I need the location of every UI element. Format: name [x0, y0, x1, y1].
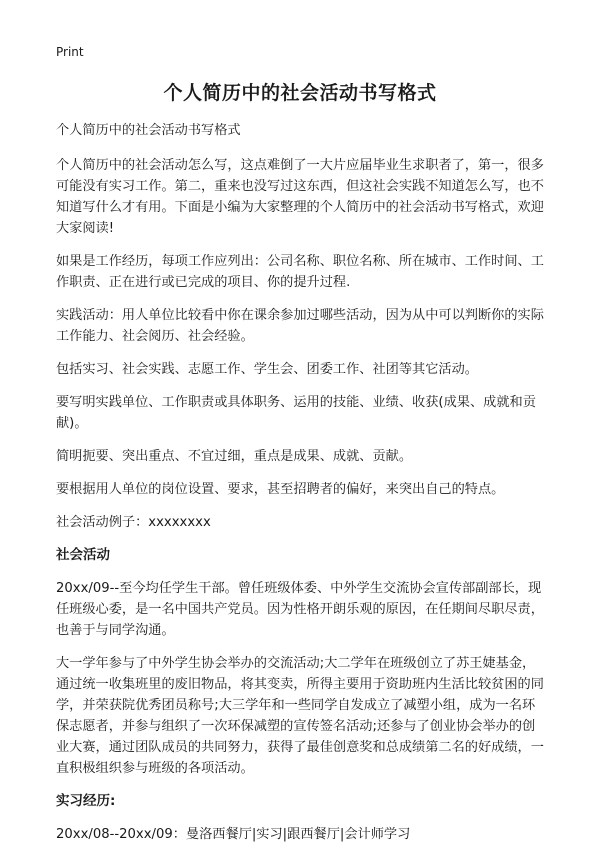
paragraph-work-experience: 如果是工作经历，每项工作应列出：公司名称、职位名称、所在城市、工作时间、工作职责、正在进行或已完成的项目、你的提升过程.	[56, 254, 544, 290]
print-link[interactable]: Print	[56, 45, 84, 59]
paragraph-student-cadre: 20xx/09--至今均任学生干部。曾任班级体委、中外学生交流协会宣传部副部长，现任班级心委，是一名中国共产党员。因为性格开朗乐观的原因，在任期间尽职尽责，也善于与同学沟通。	[56, 581, 544, 638]
paragraph-intro: 个人简历中的社会活动怎么写，这点难倒了一大片应届毕业生求职者了，第一，很多可能没有实习工作。第二，重来也没写过这东西，但这社会实践不知道怎么写，也不知道写什么才有用。下面是小编为大家整理的个人简历中的社会活动书写格式，欢迎大家阅读!	[56, 158, 544, 236]
document-subtitle: 个人简历中的社会活动书写格式	[56, 123, 241, 138]
paragraph-includes: 包括实习、社会实践、志愿工作、学生会、团委工作、社团等其它活动。	[56, 362, 478, 377]
paragraph-requirements: 要写明实践单位、工作职责或具体职务、运用的技能、业绩、收获(成果、成就和贡献)。	[56, 395, 536, 431]
paragraph-highlight: 要根据用人单位的岗位设置、要求，甚至招聘者的偏好，来突出自己的特点。	[56, 482, 505, 497]
page-title: 个人简历中的社会活动书写格式	[163, 82, 437, 104]
paragraph-activities-detail: 大一学年参与了中外学生协会举办的交流活动;大二学年在班级创立了苏王婕基金，通过统一收集班里的废旧物品，将其变卖，所得主要用于资助班内生活比较贫困的同学，并荣获院优秀团员称号;大三学年和一些同学自发成立了减塑小组，成为一名环保志愿者，并参与组织了一次环保减塑的宣传签名活动;还参与了创业协会举办的创业大赛，通过团队成员的共同努力，获得了最佳创意奖和总成绩第二名的好成绩，一直积极组织参与班级的各项活动。	[56, 656, 544, 776]
section-heading-internship: 实习经历:	[56, 793, 116, 809]
paragraph-internship-entry: 20xx/08--20xx/09：曼洛西餐厅|实习|跟西餐厅|会计师学习	[56, 827, 411, 842]
section-heading-social-activities: 社会活动	[56, 547, 110, 563]
paragraph-concise: 简明扼要、突出重点、不宜过细，重点是成果、成就、贡献。	[56, 449, 413, 464]
document-body	[56, 120, 544, 857]
paragraph-example: 社会活动例子：xxxxxxxx	[56, 515, 211, 530]
paragraph-practice: 实践活动：用人单位比较看中你在课余参加过哪些活动，因为从中可以判断你的实际工作能力、社会阅历、社会经验。	[56, 308, 544, 344]
